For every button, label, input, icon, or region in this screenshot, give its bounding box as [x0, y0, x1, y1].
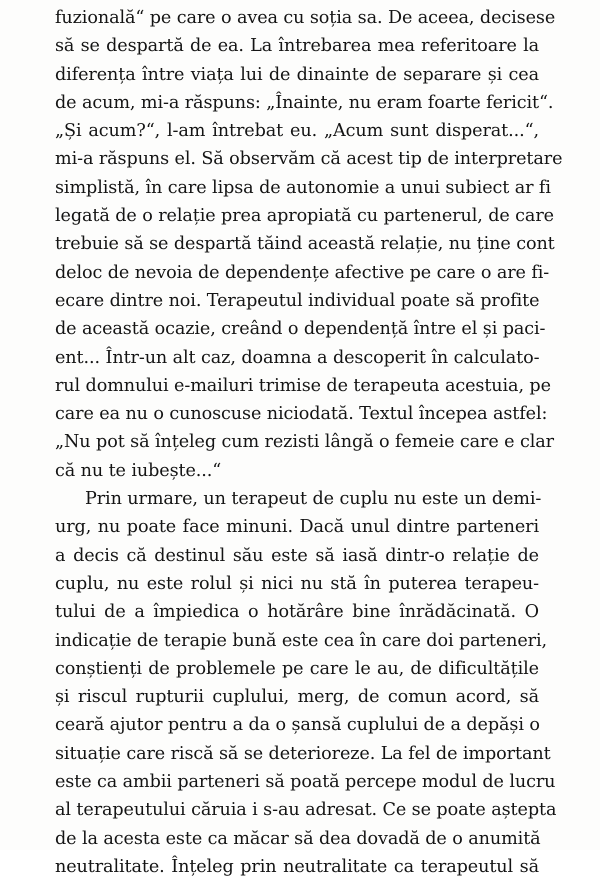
text-line: de la acesta este ca măcar să dea dovadă de o anumită — [55, 828, 541, 849]
text-line-indented: Prin urmare, un terapeut de cuplu nu este un demi- — [85, 489, 542, 510]
text-line: tului de a împiedica o hotărâre bine înrădăcinată. O — [55, 602, 539, 623]
text-line: ecare dintre noi. Terapeutul individual poate să profite — [55, 290, 540, 311]
text-line-last: că nu te iubește...“ — [55, 460, 222, 481]
text-line: diferența între viața lui de dinainte de separare și cea — [55, 64, 539, 85]
text-line: ent... Într-un alt caz, doamna a descoperit în calculato- — [55, 347, 540, 368]
text-line: fuzională“ pe care o avea cu soția sa. De aceea, decisese — [55, 8, 556, 28]
text-line: cuplu, nu este rolul și nici nu stă în puterea terapeu- — [55, 573, 539, 594]
paragraph-1 — [55, 4, 563, 485]
text-line: deloc de nevoia de dependențe afective pe care o are fi- — [55, 262, 550, 283]
text-line: este ca ambii parteneri să poată percepe modul de lucru — [55, 772, 556, 793]
body-text — [55, 4, 563, 881]
text-line: al terapeutului căruia i s-au adresat. Ce se poate aștepta — [55, 800, 557, 821]
text-line: trebuie să se despartă tăind această relație, nu ține cont — [55, 234, 555, 255]
text-line: indicație de terapie bună este cea în care doi parteneri, — [55, 630, 548, 651]
text-line: a decis că destinul său este să iasă dintr-o relație de — [55, 545, 539, 566]
text-line: „Și acum?“, l-am întrebat eu. „Acum sunt disperat...“, — [55, 121, 539, 142]
text-line: simplistă, în care lipsa de autonomie a unui subiect ar fi — [55, 177, 551, 198]
text-line: „Nu pot să înțeleg cum rezisti lângă o femeie care e clar — [55, 432, 554, 453]
text-line: situație care riscă să se deterioreze. La fel de important — [55, 743, 551, 764]
text-line: care ea nu o cunoscuse niciodată. Textul începea astfel: — [55, 404, 548, 425]
paragraph-2 — [55, 485, 557, 881]
text-line: și riscul rupturii cuplului, merg, de comun acord, să — [55, 687, 539, 708]
text-line: rul domnului e-mailuri trimise de terapeuta acestuia, pe — [55, 375, 551, 396]
text-line: urg, nu poate face minuni. Dacă unul dintre parteneri — [55, 517, 539, 538]
text-line: să se despartă de ea. La întrebarea mea referitoare la — [55, 36, 539, 57]
text-line: conștienți de problemele pe care le au, de dificultățile — [55, 658, 539, 679]
text-line: de acum, mi-a răspuns: „Înainte, nu eram foarte fericit“. — [55, 92, 554, 113]
text-line: ceară ajutor pentru a da o șansă cuplului de a depăși o — [55, 715, 540, 736]
text-line: legată de o relație prea apropiată cu partenerul, de care — [55, 206, 554, 227]
text-line: neutralitate. Înțeleg prin neutralitate ca terapeutul să — [55, 856, 539, 877]
text-line: mi-a răspuns el. Să observăm că acest tip de interpretare — [55, 149, 563, 170]
text-line: de această ocazie, creând o dependență între el și paci- — [55, 319, 546, 340]
